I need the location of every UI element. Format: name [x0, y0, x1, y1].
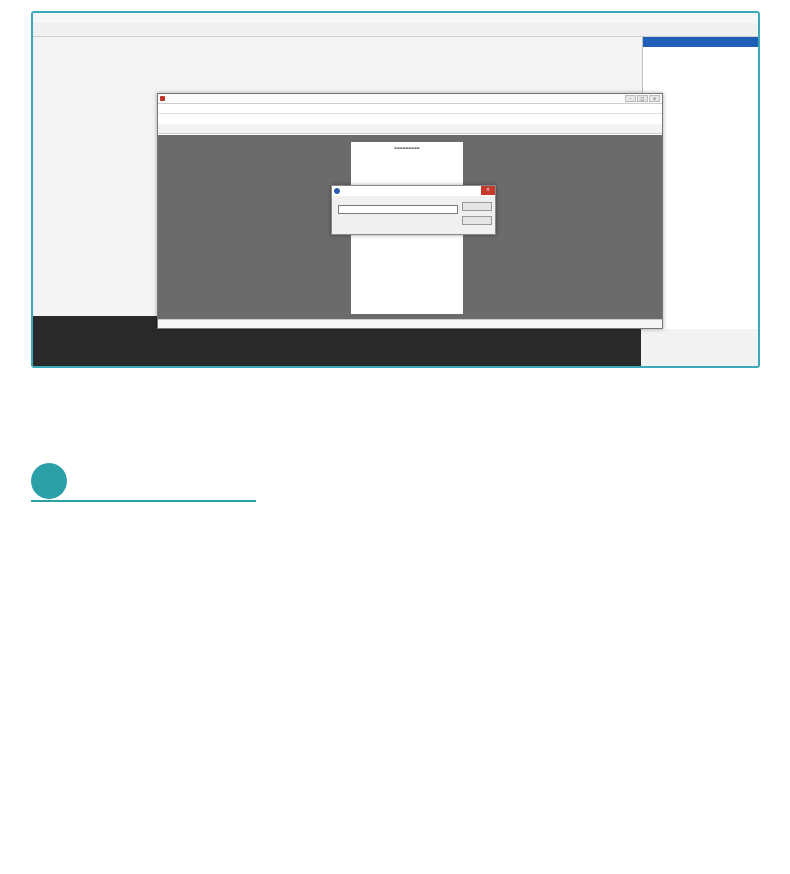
preview-toolbar [158, 124, 662, 134]
input-dialog-titlebar [332, 186, 495, 196]
section-number-badge [31, 463, 67, 499]
software-screenshot [31, 11, 760, 368]
maximize-button[interactable]: □ [637, 95, 648, 102]
system-info-title [643, 37, 760, 47]
close-button[interactable]: × [649, 95, 660, 102]
question-icon [334, 188, 340, 194]
dialog-ok-button[interactable] [462, 202, 492, 211]
menu-bar [33, 13, 758, 23]
section-heading [31, 463, 77, 499]
dialog-close-button[interactable]: × [481, 186, 495, 195]
minimize-button[interactable]: – [625, 95, 636, 102]
app-icon [160, 96, 165, 101]
history-status-bar [158, 319, 662, 328]
history-tabs [158, 104, 662, 114]
history-subtabs [158, 114, 662, 124]
report-page-title: ▬▬▬▬▬▬▬▬▬ [394, 146, 420, 150]
toolbar [33, 23, 758, 37]
history-window-titlebar [158, 94, 662, 104]
dialog-cancel-button[interactable] [462, 216, 492, 225]
device-tree [643, 51, 760, 53]
input-dialog [331, 185, 496, 235]
section-underline [31, 500, 256, 502]
dialog-input-field[interactable] [338, 205, 458, 214]
